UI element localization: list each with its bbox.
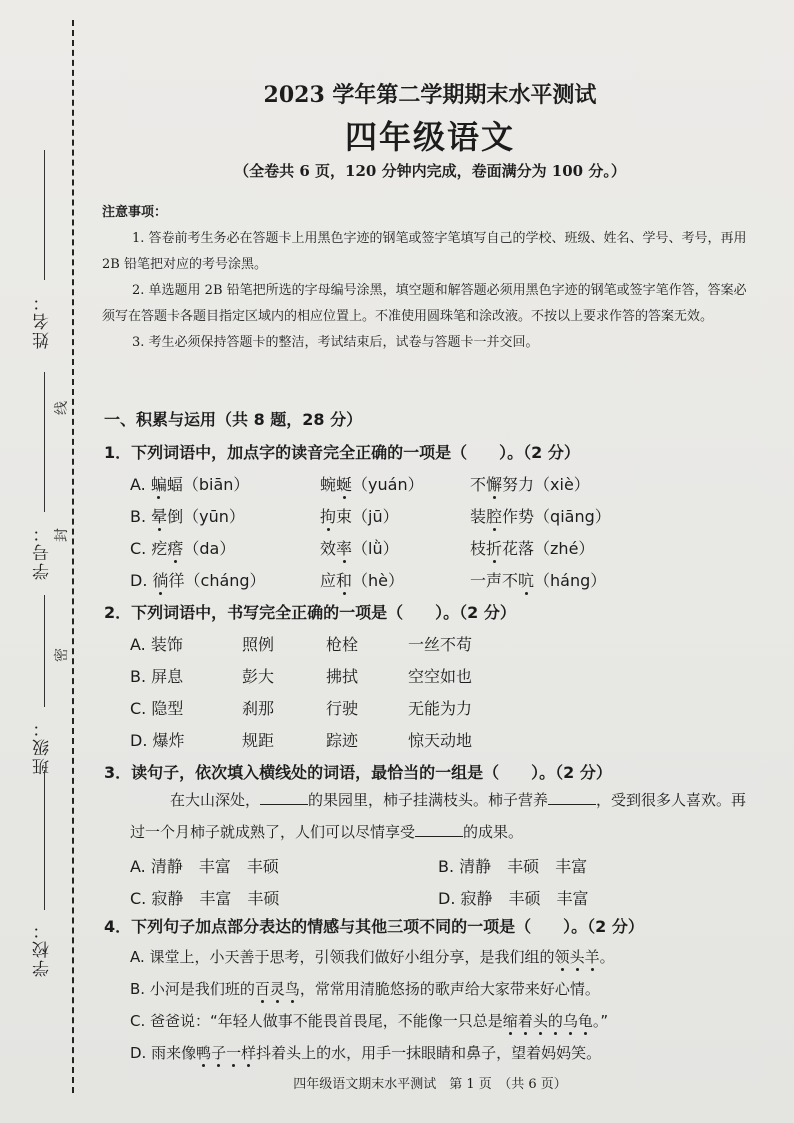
q3-passage: [130, 784, 750, 848]
emphasis-char: 灵: [269, 980, 285, 998]
q3-passage-text: 的成果。: [463, 823, 524, 841]
q1-option-c-word1: C. 疙瘩（da）: [130, 539, 236, 558]
q4-b-emphasis: [255, 980, 300, 998]
q1-option-a-word1: A. 蝙蝠（biān）: [130, 475, 250, 494]
q4-a-emphasis: [555, 948, 600, 966]
q2-word: B. 屏息: [130, 667, 184, 686]
seal-seal-char: 封: [54, 528, 70, 542]
emphasis-char: 一: [226, 1044, 242, 1062]
subject-title: 四年级语文: [344, 118, 515, 156]
q2-word: 无能为力: [408, 699, 473, 718]
q1-option-a-word2: 蜿蜒（yuán）: [320, 475, 424, 494]
emphasis-char: 头: [569, 948, 585, 966]
q2-word: 拂拭: [326, 667, 359, 686]
emphasis-char: 子: [211, 1044, 227, 1062]
q3-option-c: C. 寂静 丰富 丰硕: [130, 889, 280, 908]
q1-option-d-word3: 一声不吭（háng）: [470, 571, 607, 590]
emphasis-char: 乌: [562, 1012, 578, 1030]
q2-word: 彭大: [242, 667, 275, 686]
q3-passage-text: 在大山深处，: [170, 791, 261, 809]
q2-word: A. 装饰: [130, 635, 183, 654]
q2-word: 刹那: [242, 699, 275, 718]
name-label: 姓名：: [33, 292, 53, 349]
q2-word: 规距: [242, 731, 275, 750]
q4-d-emphasis: [196, 1044, 256, 1062]
q1-option-b-word1: B. 晕倒（yūn）: [130, 507, 245, 526]
q1-option-c-word3: 枝折花落（zhé）: [470, 539, 595, 558]
q3-blank-2[interactable]: [548, 790, 596, 805]
q1-option-d-word1: D. 徜徉（cháng）: [130, 571, 266, 590]
class-label: 班级：: [33, 718, 53, 775]
emphasis-char: 羊: [584, 948, 600, 966]
binding-dashed-line: [72, 20, 74, 1093]
q2-word: 一丝不苟: [408, 635, 473, 654]
q1-option-a-word3: 不懈努力（xiè）: [470, 475, 590, 494]
school-label: 学校：: [33, 920, 53, 977]
school-write-line[interactable]: [44, 770, 45, 910]
notes-heading: 注意事项：: [102, 205, 168, 220]
q2-word: D. 爆炸: [130, 731, 185, 750]
name-write-line[interactable]: [44, 150, 45, 280]
question-2-stem: 2．下列词语中，书写完全正确的一项是（ ）。（2 分）: [104, 603, 516, 622]
q1-option-d-word2: 应和（hè）: [320, 571, 405, 590]
q4-option-d: D. 雨来像鸭子一样抖着头上的水，用手一抹眼睛和鼻子，望着妈妈笑。: [130, 1044, 602, 1062]
class-write-line[interactable]: [44, 595, 45, 707]
emphasis-char: 样: [241, 1044, 257, 1062]
q1-option-b-word3: 装腔作势（qiāng）: [470, 507, 611, 526]
emphasis-char: 鸭: [196, 1044, 212, 1062]
seal-secret-char: 密: [54, 648, 70, 662]
emphasis-char: 百: [254, 980, 270, 998]
q3-passage-text: 的果园里，柿子挂满枝头。柿子营养: [308, 791, 549, 809]
page-footer: 四年级语文期末水平测试 第 1 页 （共 6 页）: [293, 1077, 567, 1092]
emphasis-char: 着: [517, 1012, 533, 1030]
q2-word: 空空如也: [408, 667, 473, 686]
emphasis-char: 领: [554, 948, 570, 966]
q3-blank-3[interactable]: [415, 822, 463, 837]
student-id-label: 学号：: [33, 523, 53, 580]
exam-info: （全卷共 6 页，120 分钟内完成，卷面满分为 100 分。）: [234, 162, 626, 180]
exam-title: 2023 学年第二学期期末水平测试: [263, 82, 597, 108]
q3-blank-1[interactable]: [260, 790, 308, 805]
q4-option-a: A. 课堂上，小天善于思考，引领我们做好小组分享，是我们组的领头羊。: [130, 948, 615, 966]
question-1-stem: 1．下列词语中，加点字的读音完全正确的一项是（ ）。（2 分）: [104, 443, 580, 462]
section-heading: 一、积累与运用（共 8 题，28 分）: [104, 410, 363, 429]
student-id-write-line[interactable]: [44, 372, 45, 512]
q2-word: C. 隐型: [130, 699, 184, 718]
note-item: 1. 答卷前考生务必在答题卡上用黑色字迹的钢笔或签字笔填写自己的学校、班级、姓名、学号、考号，再用 2B 铅笔把对应的考号涂黑。: [102, 231, 747, 272]
q2-word: 照例: [242, 635, 275, 654]
q3-option-b: B. 清静 丰硕 丰富: [438, 857, 588, 876]
q4-option-b: B. 小河是我们班的百灵鸟，常常用清脆悠扬的歌声给大家带来好心情。: [130, 980, 600, 998]
q1-option-b-word2: 拘束（jū）: [320, 507, 399, 526]
emphasis-char: 的: [547, 1012, 563, 1030]
emphasis-char: 龟: [577, 1012, 593, 1030]
q3-option-d: D. 寂静 丰硕 丰富: [438, 889, 589, 908]
emphasis-char: 头: [532, 1012, 548, 1030]
note-item: 3. 考生必须保持答题卡的整洁，考试结束后，试卷与答题卡一并交回。: [132, 335, 539, 350]
q4-c-emphasis: [503, 1012, 593, 1030]
q2-word: 惊天动地: [408, 731, 473, 750]
emphasis-char: 缩: [502, 1012, 518, 1030]
notes-block: [102, 200, 752, 356]
note-item: 2. 单选题用 2B 铅笔把所选的字母编号涂黑，填空题和解答题必须用黑色字迹的钢笔或签字笔作答，答案必须写在答题卡各题目指定区域内的相应位置上。不准使用圆珠笔和涂改液。不按以上要求作答的答案无效。: [102, 283, 747, 324]
q2-word: 行驶: [326, 699, 359, 718]
q3-passage-text: ，受到很多人喜欢。再过一个月柿子就成熟了，人们可以尽情享受: [130, 791, 747, 841]
q2-word: 踪迹: [326, 731, 359, 750]
q4-option-c: C. 爸爸说：“年轻人做事不能畏首畏尾，不能像一只总是缩着头的乌龟。”: [130, 1012, 609, 1030]
q1-option-c-word2: 效率（lǜ）: [320, 539, 399, 558]
q2-word: 枪栓: [326, 635, 359, 654]
q3-option-a: A. 清静 丰富 丰硕: [130, 857, 279, 876]
question-3-stem: 3．读句子，依次填入横线处的词语，最恰当的一组是（ ）。（2 分）: [104, 763, 612, 782]
question-4-stem: 4．下列句子加点部分表达的情感与其他三项不同的一项是（ ）。（2 分）: [104, 917, 644, 936]
seal-line-char: 线: [54, 401, 70, 415]
emphasis-char: 鸟: [284, 980, 300, 998]
